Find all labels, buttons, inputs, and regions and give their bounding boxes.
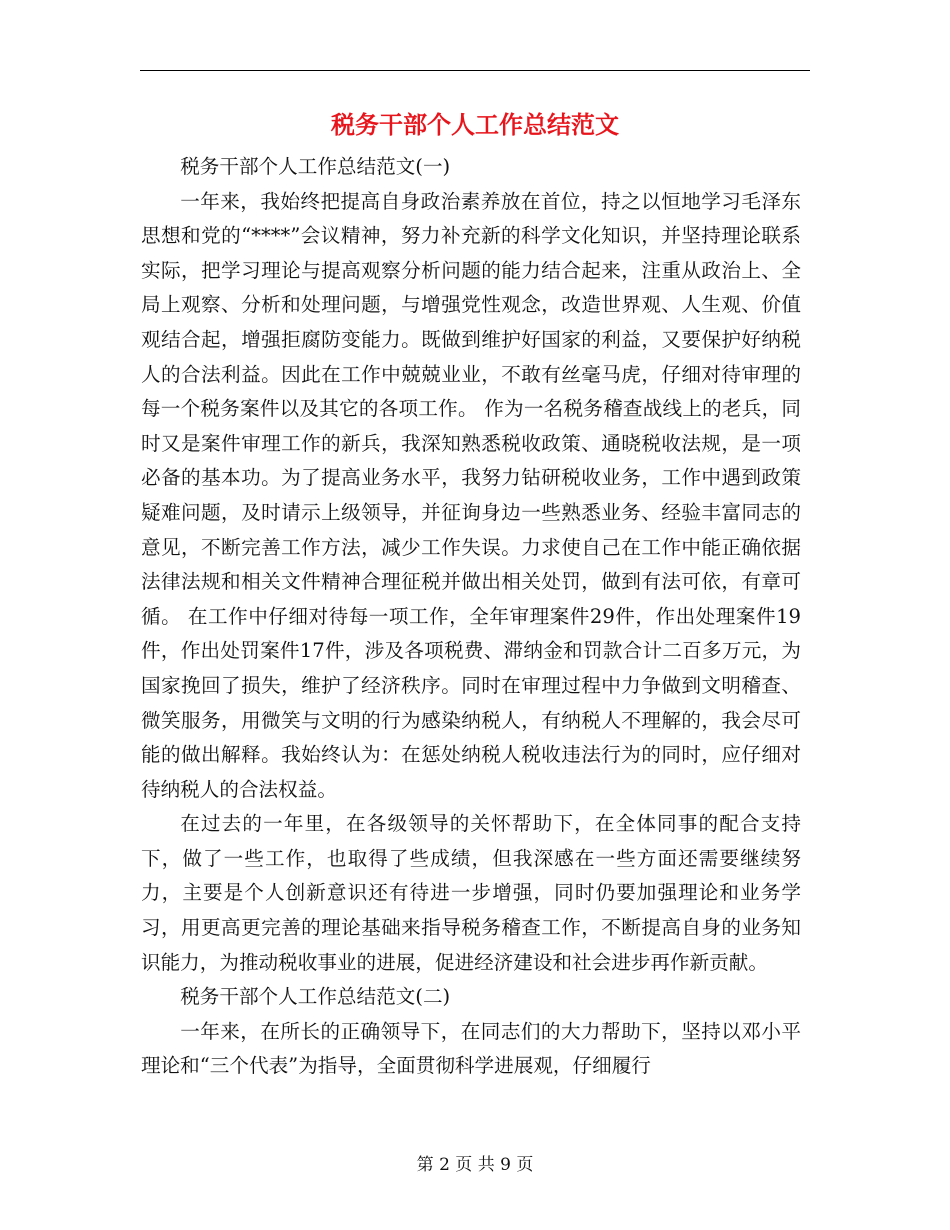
- body-paragraph: 一年来，我始终把提高自身政治素养放在首位，持之以恒地学习毛泽东思想和党的“****”会议精神，努力补充新的科学文化知识，并坚持理论联系实际，把学习理论与提高观察分析问题的能力结合起来，注重从政治上、全局上观察、分析和处理问题，与增强党性观念，改造世界观、人生观、价值观结合起，增强拒腐防变能力。既做到维护好国家的利益，又要保护好纳税人的合法利益。因此在工作中兢兢业业，不敢有丝毫马虎，仔细对待审理的每一个税务案件以及其它的各项工作。 作为一名税务稽查战线上的老兵，同时又是案件审理工作的新兵，我深知熟悉税收政策、通晓税收法规，是一项必备的基本功。为了提高业务水平，我努力钻研税收业务，工作中遇到政策疑难问题，及时请示上级领导，并征询身边一些熟悉业务、经验丰富同志的意见，不断完善工作方法，减少工作失误。力求使自己在工作中能正确依据法律法规和相关文件精神合理征税并做出相关处罚，做到有法可依，有章可循。 在工作中仔细对待每一项工作，全年审理案件29件，作出处理案件19件，作出处罚案件17件，涉及各项税费、滞纳金和罚款合计二百多万元，为国家挽回了损失，维护了经济秩序。同时在审理过程中力争做到文明稽查、微笑服务，用微笑与文明的行为感染纳税人，有纳税人不理解的，我会尽可能的做出解释。我始终认为：在惩处纳税人税收违法行为的同时，应仔细对待纳税人的合法权益。: [141, 189, 801, 801]
- section-heading-2: 税务干部个人工作总结范文(二): [180, 985, 451, 1009]
- page-number-footer: 第 2 页 共 9 页: [416, 1155, 534, 1175]
- body-paragraph: 在过去的一年里，在各级领导的关怀帮助下，在全体同事的配合支持下，做了一些工作，也取得了些成绩，但我深感在一些方面还需要继续努力，主要是个人创新意识还有待进一步增强，同时仍要加强理论和业务学习，用更高更完善的理论基础来指导税务稽查工作，不断提高自身的业务知识能力，为推动税收事业的进展，促进经济建设和社会进步再作新贡献。: [141, 812, 801, 974]
- document-body: [141, 150, 801, 1084]
- header-rule: [140, 70, 810, 71]
- section-heading-1: 税务干部个人工作总结范文(一): [180, 155, 451, 178]
- body-paragraph: 一年来，在所长的正确领导下，在同志们的大力帮助下，坚持以邓小平理论和“三个代表”为指导，全面贯彻科学进展观，仔细履行: [141, 1019, 801, 1078]
- document-title: 税务干部个人工作总结范文: [331, 110, 619, 139]
